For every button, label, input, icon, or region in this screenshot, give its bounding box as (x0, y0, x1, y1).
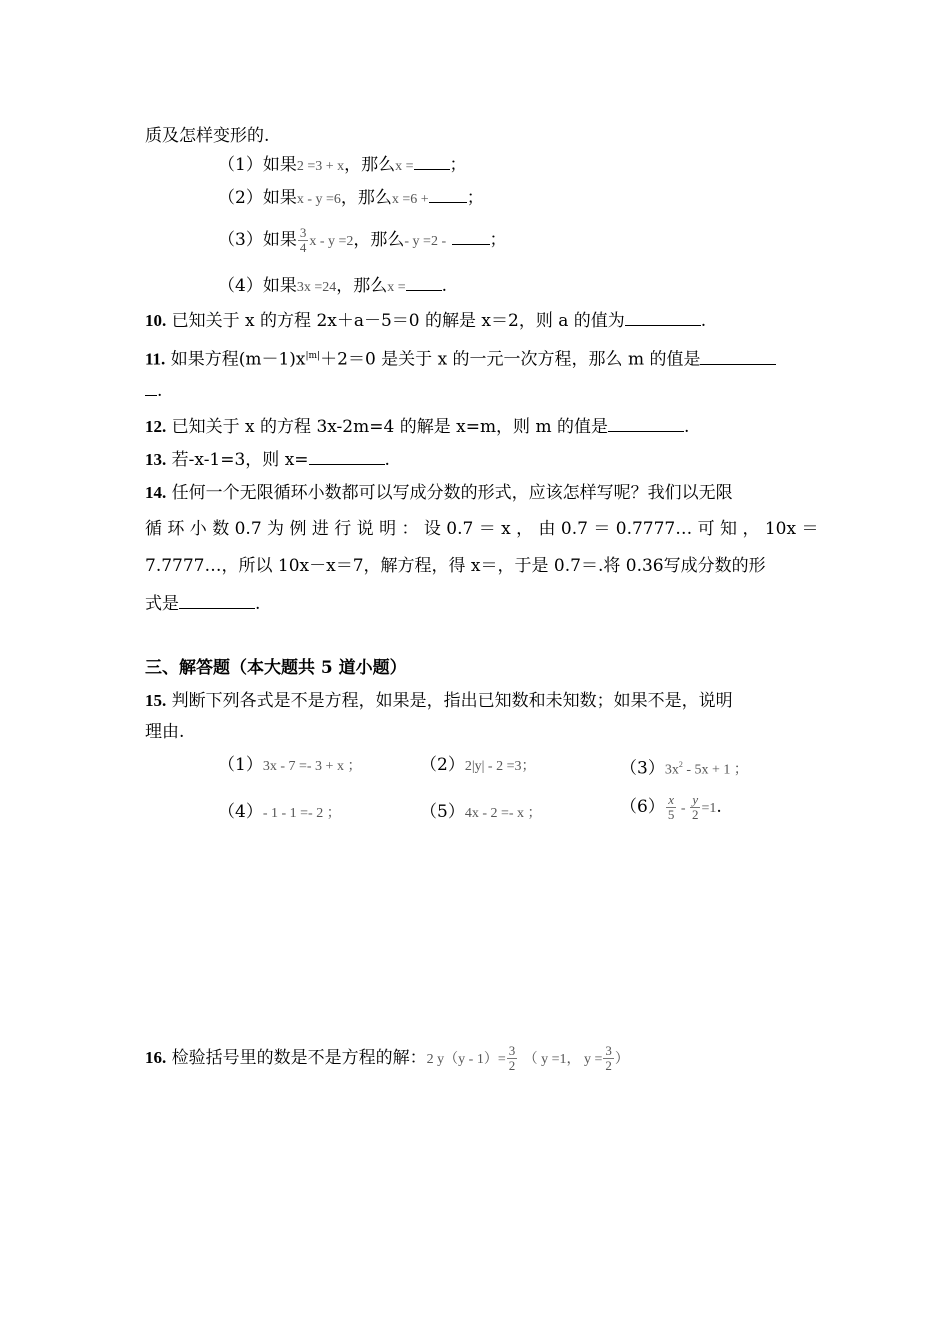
q14-number: 14. (145, 483, 167, 502)
q14-blank[interactable] (179, 592, 255, 609)
q11-blank[interactable] (700, 348, 776, 365)
q9-2-lhs: x =6 + (391, 192, 429, 207)
q12-number: 12. (145, 417, 167, 436)
q14-end: . (255, 594, 261, 614)
q9-1-blank[interactable] (414, 153, 450, 170)
q16-text: 检验括号里的数是不是方程的解： (171, 1048, 427, 1068)
q12-text: 已知关于 x 的方程 3x-2m=4 的解是 x=m，则 m 的值是 (171, 417, 608, 437)
q9-2-expr: x - y =6 (296, 192, 341, 207)
q16-number: 16. (145, 1048, 167, 1067)
q15-item-2-label: （2） (420, 755, 465, 775)
q9-3-lhs: - y =2 - (404, 234, 447, 249)
q10-blank[interactable] (625, 309, 701, 326)
q13-end: . (384, 450, 390, 470)
q9-3-expr: x - y =2 (309, 234, 354, 249)
q11-number: 11. (145, 349, 166, 369)
question-14-line-4 (145, 592, 260, 615)
q11-exponent: |m| (305, 351, 321, 361)
q15-item-6-frac-2: $\frac{y}{2}$ (692, 792, 699, 822)
q9-4-end: . (441, 276, 448, 296)
q9-3-blank[interactable] (452, 228, 490, 245)
q15-item-6: （6） $\frac{x}{5}$ - $\frac{y}{2}$ =1. (620, 792, 722, 822)
q15-item-2-expr: 2|y| - 2 =3； (464, 759, 536, 774)
q15-item-4 (218, 801, 341, 825)
q11-end: . (157, 381, 163, 401)
q14-line-1: 任何一个无限循环小数都可以写成分数的形式，应该怎样写呢？我们以无限 (171, 483, 733, 503)
q9-part-1 (218, 153, 467, 178)
question-14-line-3: 7.7777…，所以 10x－x＝7，解方程，得 x＝，于是 0.7＝.将 0.36写成分数的形 (145, 556, 766, 576)
q13-blank[interactable] (309, 448, 385, 465)
q16-paren-end: ） (614, 1052, 629, 1067)
intro-line: 质及怎样变形的. (145, 126, 270, 146)
q9-4-blank[interactable] (406, 274, 442, 291)
q12-end: . (684, 417, 690, 437)
q9-1-lhs: x = (395, 159, 414, 174)
question-11-cont (145, 379, 162, 402)
q11-text-a: 如果方程(m－1)x (170, 349, 306, 370)
q9-3-end: ； (489, 230, 507, 250)
q9-1-end: ； (449, 155, 467, 175)
q9-part-4 (218, 274, 447, 299)
q9-2-label: （2）如果 (218, 188, 297, 208)
q15-item-5-label: （5） (420, 802, 465, 822)
q9-1-label: （1）如果 (218, 155, 297, 175)
q15-item-4-label: （4） (218, 802, 263, 822)
q10-end: . (700, 311, 707, 331)
q9-1-mid: ，那么 (344, 155, 396, 175)
q16-fraction: $\frac{3}{2}$ (508, 1043, 516, 1073)
q9-1-expr: 2 =3 + x (296, 159, 345, 174)
q10-text: 已知关于 x 的方程 2x＋a－5＝0 的解是 x＝2，则 a 的值为 (171, 311, 625, 331)
q10-number: 10. (145, 311, 167, 330)
question-16 (145, 1044, 629, 1073)
q12-blank[interactable] (608, 415, 684, 432)
q9-4-expr: 3x =24 (296, 280, 337, 295)
q15-item-6-label: （6） (620, 797, 665, 817)
question-11 (145, 345, 776, 371)
q9-3-label: （3）如果 (218, 230, 297, 250)
q15-item-4-expr: - 1 - 1 =- 2 ； (262, 806, 341, 821)
q15-item-3-expr-a: 3x (664, 762, 679, 778)
q14-line-4: 式是 (145, 594, 179, 614)
q9-part-3 (218, 226, 507, 255)
question-12 (145, 415, 689, 438)
q9-2-mid: ，那么 (340, 188, 392, 208)
q13-text: 若-x-1=3，则 x= (171, 450, 309, 470)
q15-item-3-expr-b: - 5x + 1 ； (682, 762, 748, 778)
q15-item-5 (420, 801, 542, 825)
q13-number: 13. (145, 450, 167, 469)
question-14-line-2: 循 环 小 数 0.7 为 例 进 行 说 明 ： 设 0.7 ＝ x ， 由 0.7 ＝ 0.7777… 可 知 ， 10x ＝ (145, 519, 819, 539)
q15-number: 15. (145, 691, 167, 710)
question-15-line-1 (145, 690, 733, 712)
question-14-line-1 (145, 482, 733, 504)
question-10 (145, 309, 706, 332)
q16-expr: 2 y（y - 1）= (426, 1052, 506, 1067)
q15-item-1-label: （1） (218, 755, 263, 775)
q9-4-mid: ，那么 (336, 276, 388, 296)
q9-2-blank[interactable] (429, 186, 467, 203)
q9-3-mid: ，那么 (353, 230, 405, 250)
q15-item-1 (218, 754, 361, 778)
q15-item-3-label: （3） (620, 758, 665, 779)
q15-item-5-expr: 4x - 2 =- x ； (464, 806, 542, 821)
question-13 (145, 448, 390, 471)
q15-item-3-exponent: 2 (678, 760, 683, 769)
q15-item-6-end: . (716, 797, 722, 817)
q9-4-label: （4）如果 (218, 276, 297, 296)
q11-text-b: ＋2＝0 是关于 x 的一元一次方程，那么 m 的值是 (320, 349, 701, 370)
q15-item-3 (620, 754, 748, 782)
q16-paren: （ y =1， y = (523, 1052, 603, 1067)
q11-blank-cont[interactable] (145, 379, 157, 396)
q9-2-end: ； (466, 188, 484, 208)
q15-item-2 (420, 754, 536, 778)
q16-paren-fraction: $\frac{3}{2}$ (605, 1043, 612, 1073)
q9-4-lhs: x = (387, 280, 406, 295)
q9-part-2 (218, 186, 484, 211)
question-15-line-2: 理由. (145, 722, 185, 742)
q15-line-1: 判断下列各式是不是方程，如果是，指出已知数和未知数；如果不是，说明 (171, 691, 733, 711)
q15-item-1-expr: 3x - 7 =- 3 + x ； (262, 759, 362, 774)
q9-3-fraction: $\frac{3}{4}$ (299, 225, 307, 255)
section-3-heading: 三、解答题（本大题共 5 道小题） (145, 658, 407, 678)
q15-item-6-frac-1: $\frac{x}{5}$ (667, 792, 675, 822)
q15-item-6-tail: =1 (701, 801, 717, 816)
